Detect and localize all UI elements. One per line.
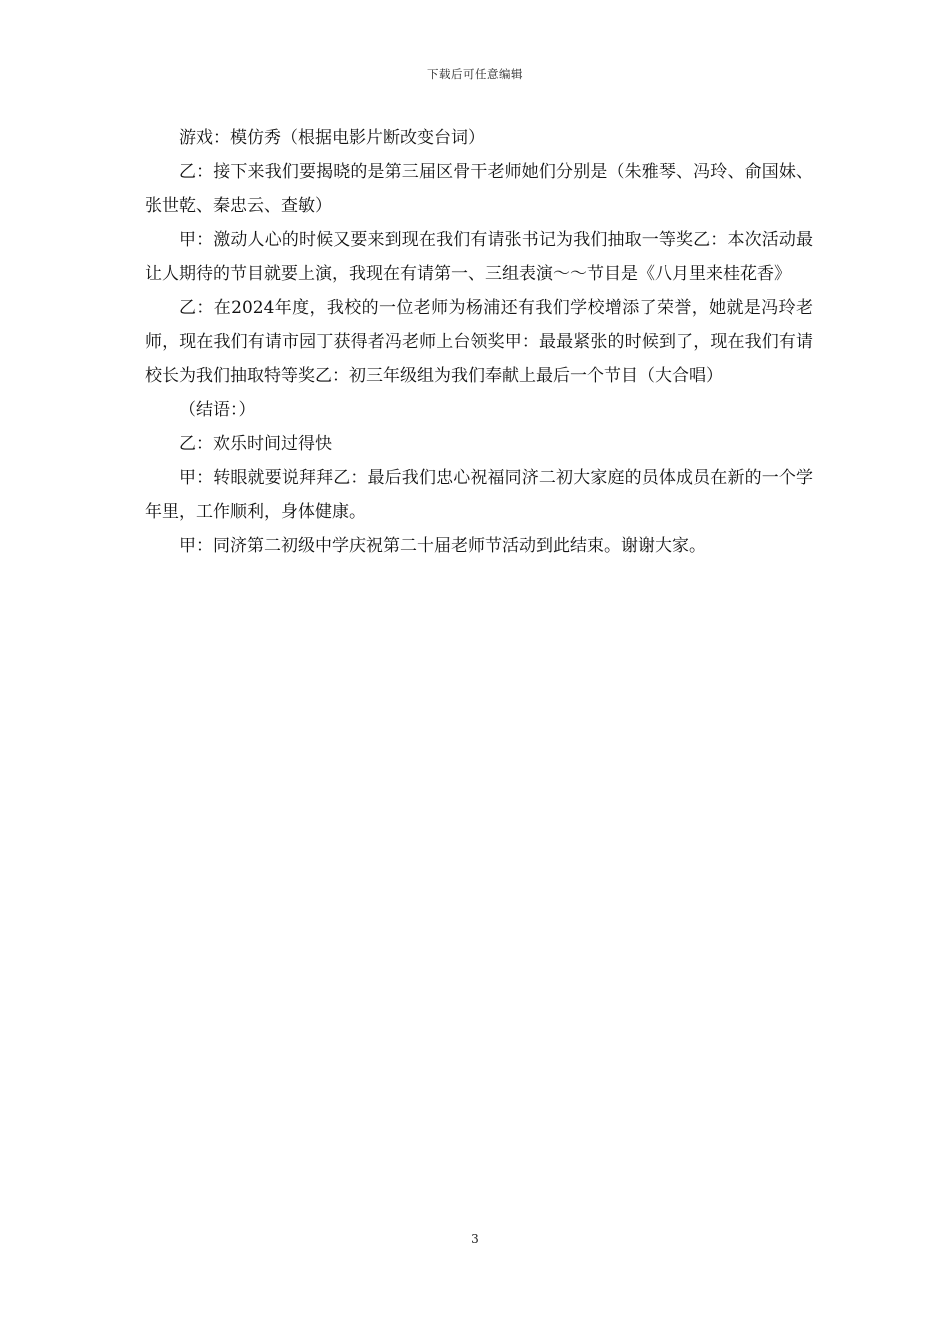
paragraph-closing-label: （结语：） xyxy=(179,400,256,420)
page-number: 3 xyxy=(471,1232,479,1246)
paragraph-ending: 甲：同济第二初级中学庆祝第二十届老师节活动到此结束。谢谢大家。 xyxy=(179,536,706,556)
paragraph-blessing: 甲：转眼就要说拜拜乙：最后我们忠心祝福同济二初大家庭的员体成员在新的一个学年里，工作顺利，身体健康。 xyxy=(145,468,813,522)
page-header: 下载后可任意编辑 xyxy=(427,67,523,81)
paragraph-first-prize: 甲：激动人心的时候又要来到现在我们有请张书记为我们抽取一等奖乙：本次活动最让人期待的节目就要上演，我现在有请第一、三组表演～～节目是《八月里来桂花香》 xyxy=(145,230,813,284)
paragraph-happy-time: 乙：欢乐时间过得快 xyxy=(179,434,332,454)
paragraph-backbone-teachers: 乙：接下来我们要揭晓的是第三届区骨干老师她们分别是（朱雅琴、冯玲、俞国妹、张世乾、秦忠云、查敏） xyxy=(145,162,813,216)
paragraph-honor-award: 乙：在2024年度，我校的一位老师为杨浦还有我们学校增添了荣誉，她就是冯玲老师，现在我们有请市园丁获得者冯老师上台领奖甲：最最紧张的时候到了，现在我们有请校长为我们抽取特等奖乙：初三年级组为我们奉献上最后一个节目（大合唱） xyxy=(145,298,813,386)
document-body xyxy=(145,121,813,563)
paragraph-game: 游戏：模仿秀（根据电影片断改变台词） xyxy=(179,128,485,148)
